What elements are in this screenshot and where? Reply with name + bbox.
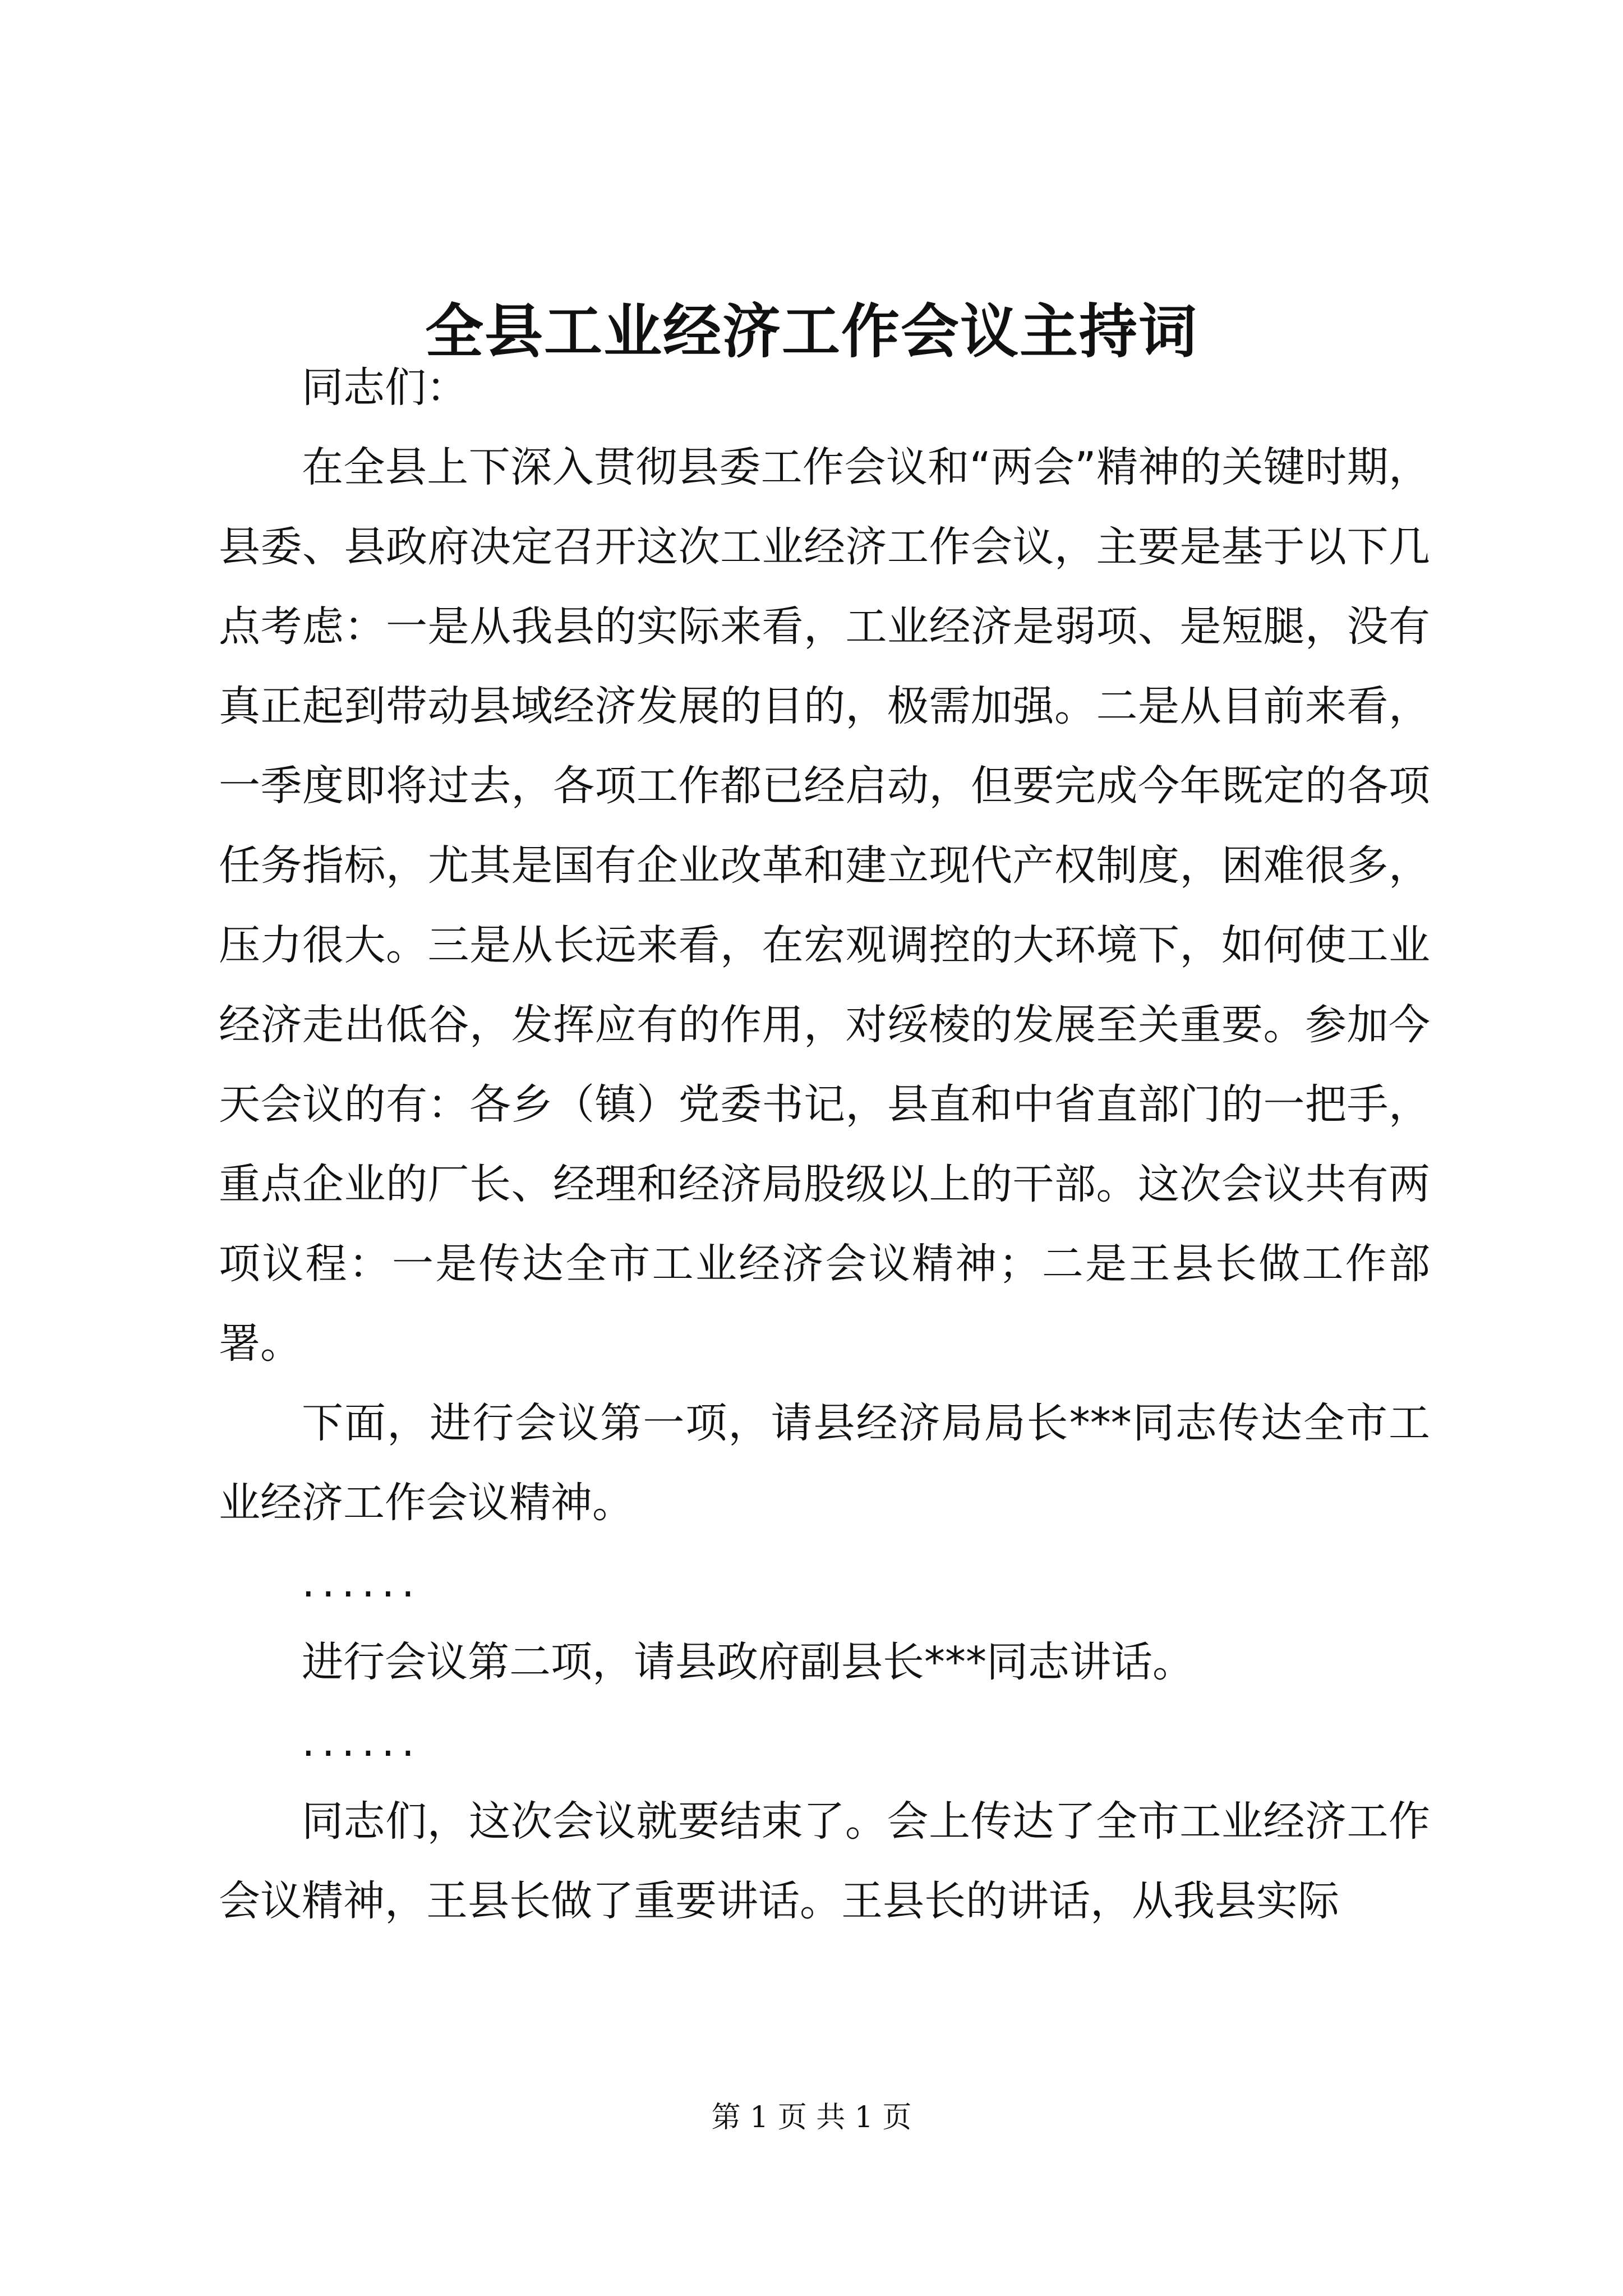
intro-paragraph: 在全县上下深入贯彻县委工作会议和“两会”精神的关键时期，县委、县政府决定召开这次工业经济工作会议，主要是基于以下几点考虑：一是从我县的实际来看，工业经济是弱项、是短腿，没有真正起到带动县域经济发展的目的，极需加强。二是从目前来看，一季度即将过去，各项工作都已经启动，但要完成今年既定的各项任务指标，尤其是国有企业改革和建立现代产权制度，困难很多，压力很大。三是从长远来看，在宏观调控的大环境下，如何使工业经济走出低谷，发挥应有的作用，对绥棱的发展至关重要。参加今天会议的有：各乡（镇）党委书记，县直和中省直部门的一把手，重点企业的厂长、经理和经济局股级以上的干部。这次会议共有两项议程：一是传达全市工业经济会议精神；二是王县长做工作部署。 xyxy=(219,443,1430,1368)
ellipsis-one: ...... xyxy=(302,1558,422,1607)
agenda-item-two-paragraph: 进行会议第二项，请县政府副县长***同志讲话。 xyxy=(302,1638,1194,1686)
document-body xyxy=(219,348,1430,1941)
ellipsis-two: ...... xyxy=(302,1718,422,1766)
closing-paragraph: 同志们，这次会议就要结束了。会上传达了全市工业经济工作会议精神，王县长做了重要讲话。王县长的讲话，从我县实际 xyxy=(219,1797,1430,1925)
salutation-paragraph: 同志们： xyxy=(302,364,468,412)
document-title: 全县工业经济工作会议主持词 xyxy=(425,297,1198,366)
page-footer: 第 1 页 共 1 页 xyxy=(711,2101,912,2134)
agenda-item-one-paragraph: 下面，进行会议第一项，请县经济局局长***同志传达全市工业经济工作会议精神。 xyxy=(219,1399,1430,1527)
